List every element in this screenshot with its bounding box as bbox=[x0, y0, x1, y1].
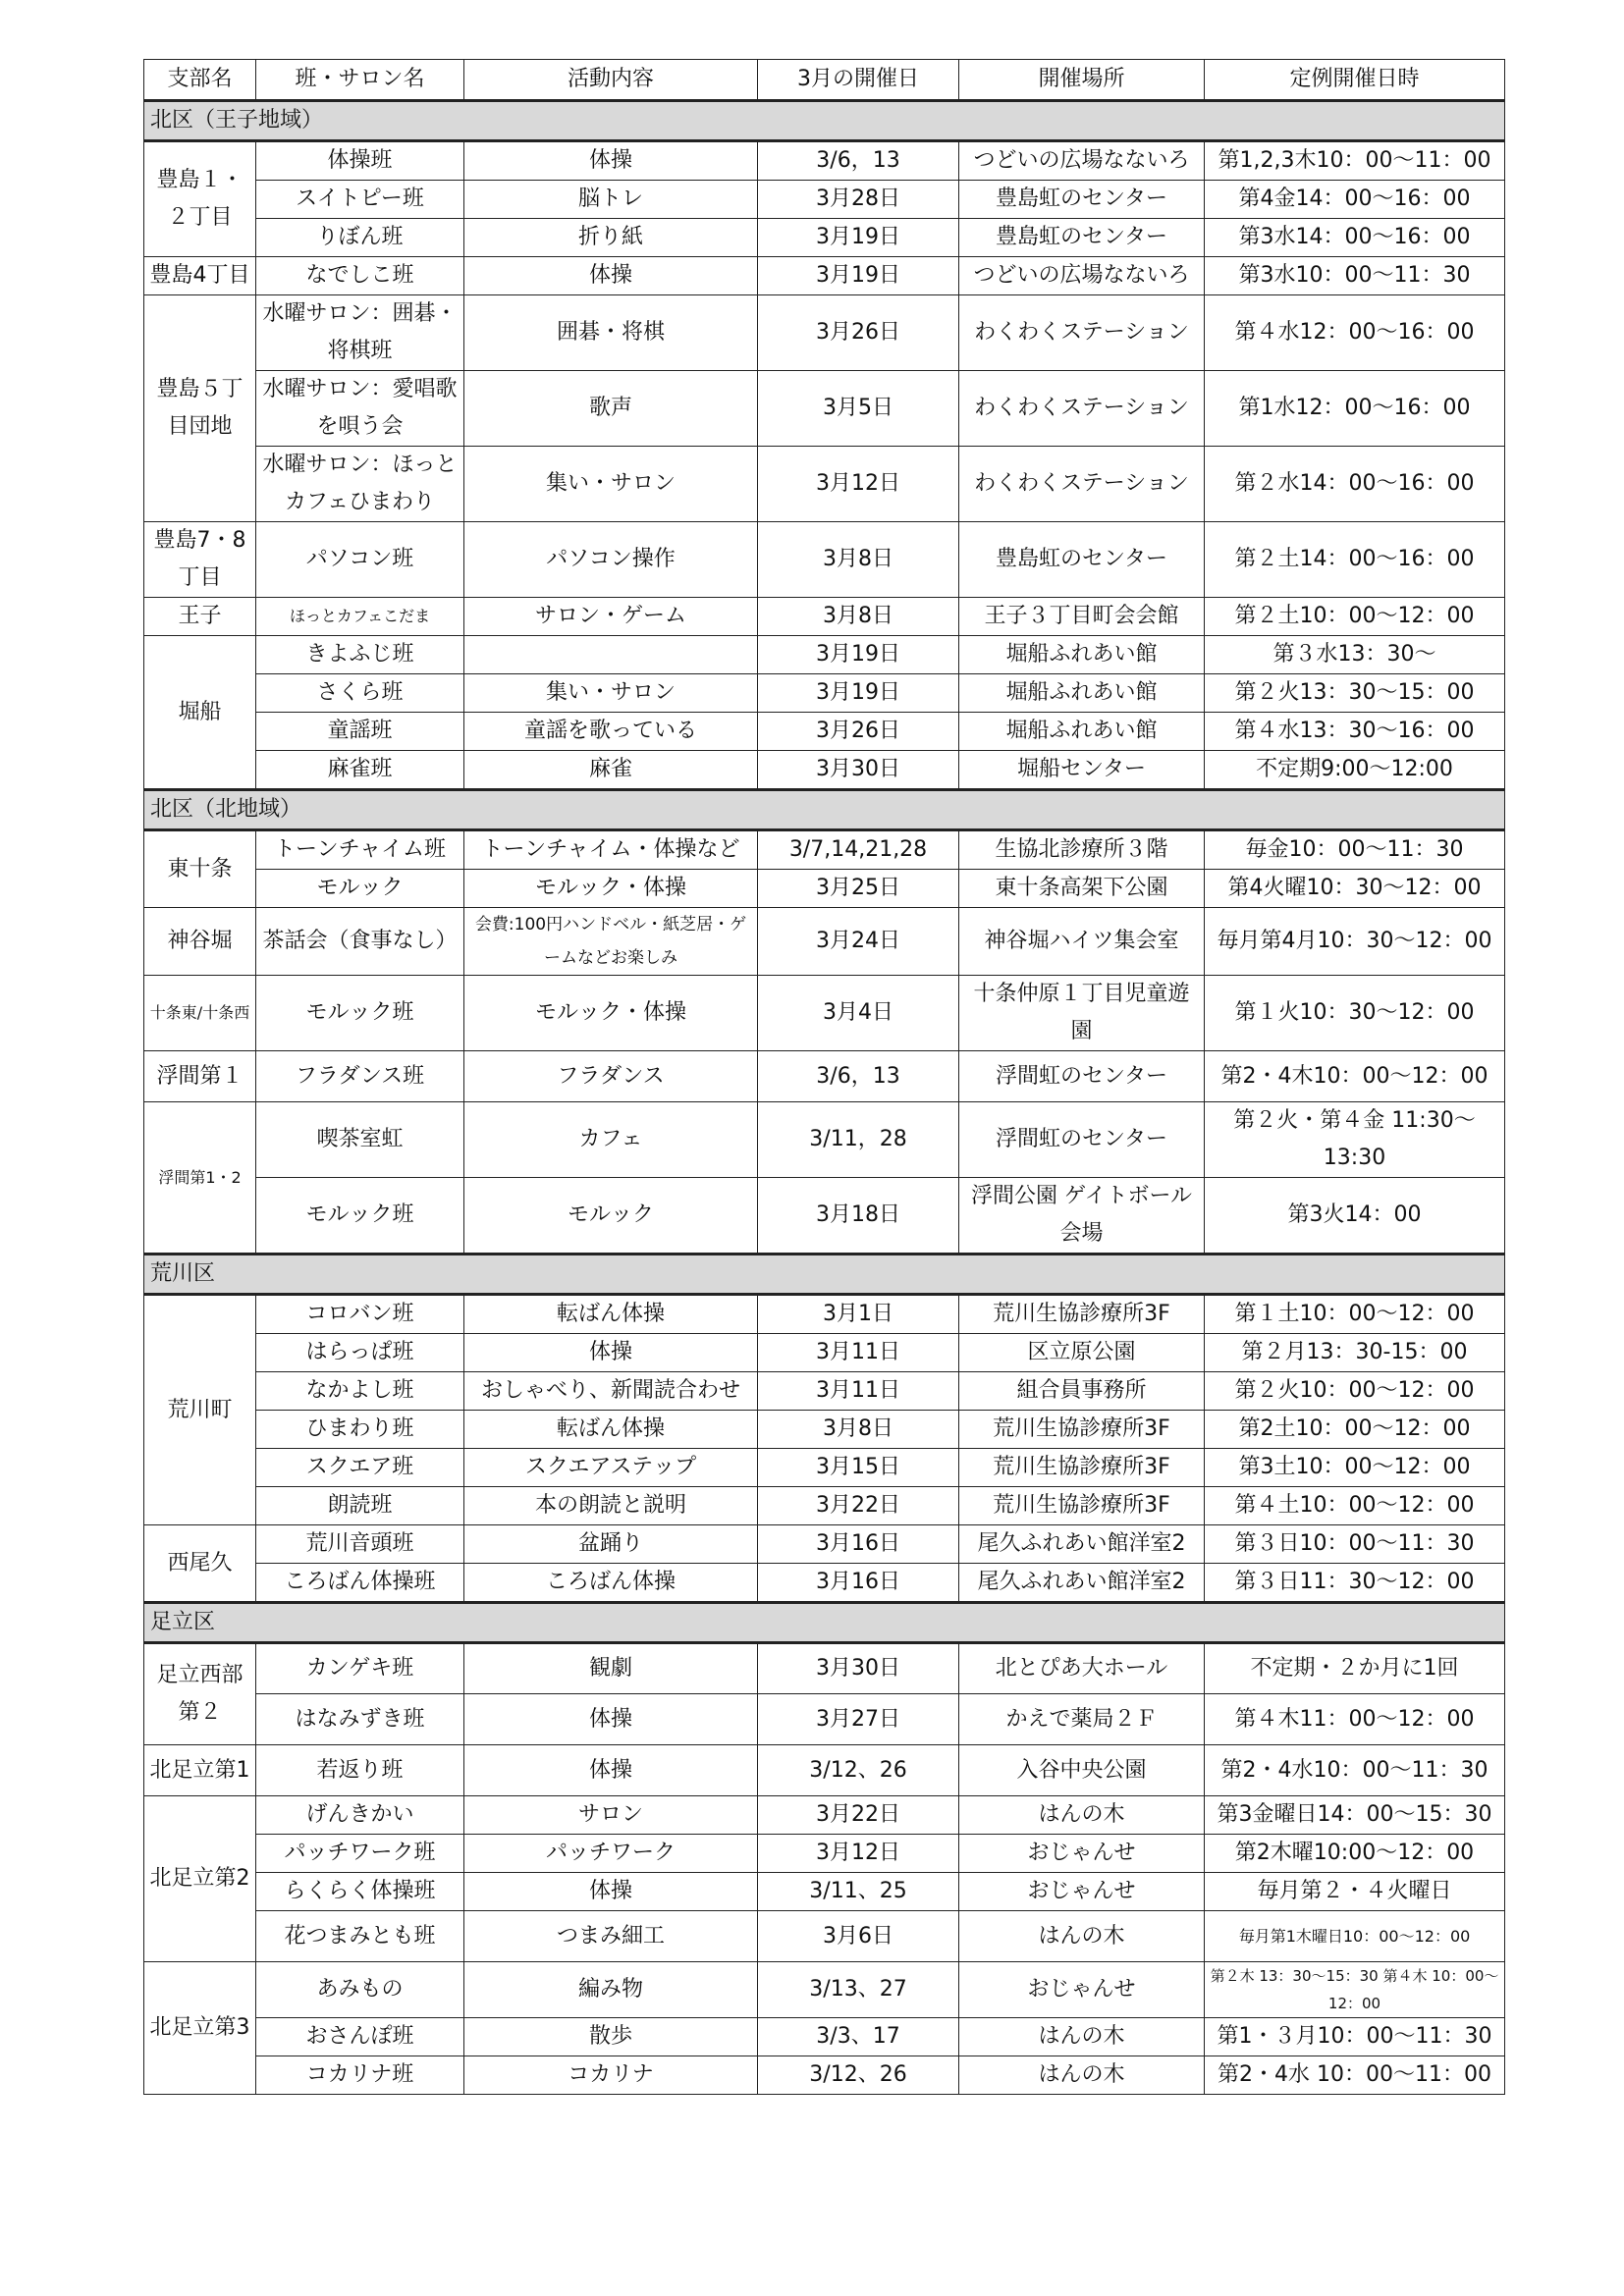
table-row bbox=[144, 870, 1505, 908]
regular-cell: 第2土10：00〜12：00 bbox=[1205, 1411, 1505, 1449]
header-date: 3月の開催日 bbox=[758, 60, 959, 101]
regular-cell: 第４土10：00〜12：00 bbox=[1205, 1487, 1505, 1525]
branch-cell: 足立西部第２ bbox=[144, 1643, 256, 1745]
table-row bbox=[144, 1178, 1505, 1255]
activity-schedule-table bbox=[143, 59, 1505, 2095]
branch-cell: 西尾久 bbox=[144, 1525, 256, 1603]
place-cell: 東十条高架下公園 bbox=[959, 870, 1205, 908]
activity-cell: スクエアステップ bbox=[464, 1449, 758, 1487]
activity-cell: トーンチャイム・体操など bbox=[464, 830, 758, 870]
table-row bbox=[144, 295, 1505, 371]
regular-cell: 第1,2,3木10：00〜11：00 bbox=[1205, 141, 1505, 181]
regular-cell: 第３日10：00〜11：30 bbox=[1205, 1525, 1505, 1564]
header-activity: 活動内容 bbox=[464, 60, 758, 101]
section-header bbox=[144, 1255, 1505, 1295]
date-cell: 3/13、27 bbox=[758, 1962, 959, 2018]
group-cell: さくら班 bbox=[256, 674, 464, 713]
regular-cell: 第２月13：30-15：00 bbox=[1205, 1334, 1505, 1372]
table-row bbox=[144, 751, 1505, 790]
activity-cell: おしゃべり、新聞読合わせ bbox=[464, 1372, 758, 1411]
table-row bbox=[144, 522, 1505, 598]
regular-cell: 第３水13：30〜 bbox=[1205, 636, 1505, 674]
table-row bbox=[144, 1295, 1505, 1334]
activity-cell: 囲碁・将棋 bbox=[464, 295, 758, 371]
date-cell: 3月5日 bbox=[758, 371, 959, 447]
header-regular: 定例開催日時 bbox=[1205, 60, 1505, 101]
table-row bbox=[144, 2056, 1505, 2095]
group-cell: 水曜サロン：ほっとカフェひまわり bbox=[256, 447, 464, 522]
activity-cell: 盆踊り bbox=[464, 1525, 758, 1564]
branch-cell: 浮間第1・2 bbox=[144, 1102, 256, 1255]
group-cell: 水曜サロン：愛唱歌を唄う会 bbox=[256, 371, 464, 447]
regular-cell: 第3水14：00〜16：00 bbox=[1205, 219, 1505, 257]
activity-cell: 散歩 bbox=[464, 2018, 758, 2056]
place-cell: 堀船センター bbox=[959, 751, 1205, 790]
regular-cell: 第3火14：00 bbox=[1205, 1178, 1505, 1255]
activity-cell: モルック・体操 bbox=[464, 870, 758, 908]
activity-cell: 体操 bbox=[464, 1745, 758, 1796]
group-cell: 朗読班 bbox=[256, 1487, 464, 1525]
date-cell: 3月16日 bbox=[758, 1525, 959, 1564]
section-header bbox=[144, 101, 1505, 141]
group-cell: パソコン班 bbox=[256, 522, 464, 598]
activity-cell: 転ばん体操 bbox=[464, 1295, 758, 1334]
regular-cell: 第3土10：00〜12：00 bbox=[1205, 1449, 1505, 1487]
activity-cell: カフェ bbox=[464, 1102, 758, 1178]
date-cell: 3月12日 bbox=[758, 1835, 959, 1873]
place-cell: 浮間虹のセンター bbox=[959, 1051, 1205, 1102]
regular-cell: 第2・4木10：00〜12：00 bbox=[1205, 1051, 1505, 1102]
date-cell: 3/11、25 bbox=[758, 1873, 959, 1911]
regular-cell: 第4火曜10：30〜12：00 bbox=[1205, 870, 1505, 908]
table-row bbox=[144, 976, 1505, 1051]
group-cell: コロバン班 bbox=[256, 1295, 464, 1334]
place-cell: 荒川生協診療所3F bbox=[959, 1295, 1205, 1334]
table-row bbox=[144, 1487, 1505, 1525]
table-row bbox=[144, 1643, 1505, 1694]
regular-cell: 第2・4水10：00〜11：30 bbox=[1205, 1745, 1505, 1796]
group-cell: りぼん班 bbox=[256, 219, 464, 257]
place-cell: 北とぴあ大ホール bbox=[959, 1643, 1205, 1694]
table-row bbox=[144, 908, 1505, 976]
date-cell: 3/6，13 bbox=[758, 1051, 959, 1102]
header-branch: 支部名 bbox=[144, 60, 256, 101]
regular-cell: 第１土10：00〜12：00 bbox=[1205, 1295, 1505, 1334]
regular-cell: 第4金14：00〜16：00 bbox=[1205, 181, 1505, 219]
regular-cell: 第1・３月10：00〜11：30 bbox=[1205, 2018, 1505, 2056]
regular-cell: 第2・4水 10：00〜11：00 bbox=[1205, 2056, 1505, 2095]
group-cell: スイトピー班 bbox=[256, 181, 464, 219]
place-cell: 浮間虹のセンター bbox=[959, 1102, 1205, 1178]
place-cell: 堀船ふれあい館 bbox=[959, 713, 1205, 751]
activity-cell: 会費:100円ハンドベル・紙芝居・ゲームなどお楽しみ bbox=[464, 908, 758, 976]
table-row bbox=[144, 1564, 1505, 1603]
table-row bbox=[144, 141, 1505, 181]
group-cell: 花つまみとも班 bbox=[256, 1911, 464, 1962]
table-row bbox=[144, 1694, 1505, 1745]
table-row bbox=[144, 830, 1505, 870]
table-row bbox=[144, 1796, 1505, 1835]
regular-cell: 第2木曜10:00〜12：00 bbox=[1205, 1835, 1505, 1873]
activity-cell: 体操 bbox=[464, 1694, 758, 1745]
date-cell: 3月26日 bbox=[758, 713, 959, 751]
activity-cell: 折り紙 bbox=[464, 219, 758, 257]
place-cell: 豊島虹のセンター bbox=[959, 219, 1205, 257]
date-cell: 3月4日 bbox=[758, 976, 959, 1051]
date-cell: 3月24日 bbox=[758, 908, 959, 976]
group-cell: ほっとカフェこだま bbox=[256, 598, 464, 636]
section-header bbox=[144, 790, 1505, 830]
regular-cell: 第４木11：00〜12：00 bbox=[1205, 1694, 1505, 1745]
regular-cell: 毎月第1木曜日10：00〜12：00 bbox=[1205, 1911, 1505, 1962]
activity-cell: 本の朗読と説明 bbox=[464, 1487, 758, 1525]
activity-cell: サロン・ゲーム bbox=[464, 598, 758, 636]
date-cell: 3月15日 bbox=[758, 1449, 959, 1487]
date-cell: 3月30日 bbox=[758, 1643, 959, 1694]
activity-cell: パソコン操作 bbox=[464, 522, 758, 598]
regular-cell: 第3水10：00〜11：30 bbox=[1205, 257, 1505, 295]
section-header bbox=[144, 1603, 1505, 1643]
group-cell: 喫茶室虹 bbox=[256, 1102, 464, 1178]
regular-cell: 第２水14：00〜16：00 bbox=[1205, 447, 1505, 522]
date-cell: 3月8日 bbox=[758, 522, 959, 598]
regular-cell: 第２木 13：30〜15：30 第４木 10：00〜12：00 bbox=[1205, 1962, 1505, 2018]
activity-cell: 脳トレ bbox=[464, 181, 758, 219]
branch-cell: 北足立第2 bbox=[144, 1796, 256, 1962]
regular-cell: 不定期・２か月に1回 bbox=[1205, 1643, 1505, 1694]
branch-cell: 豊島５丁目団地 bbox=[144, 295, 256, 522]
table-row bbox=[144, 1411, 1505, 1449]
date-cell: 3月12日 bbox=[758, 447, 959, 522]
place-cell: 荒川生協診療所3F bbox=[959, 1487, 1205, 1525]
place-cell: 生協北診療所３階 bbox=[959, 830, 1205, 870]
place-cell: 十条仲原１丁目児童遊園 bbox=[959, 976, 1205, 1051]
table-row bbox=[144, 371, 1505, 447]
section-title: 荒川区 bbox=[144, 1255, 1505, 1295]
place-cell: 組合員事務所 bbox=[959, 1372, 1205, 1411]
place-cell: つどいの広場なないろ bbox=[959, 141, 1205, 181]
activity-cell: フラダンス bbox=[464, 1051, 758, 1102]
activity-cell: 体操 bbox=[464, 1873, 758, 1911]
activity-cell: サロン bbox=[464, 1796, 758, 1835]
group-cell: なでしこ班 bbox=[256, 257, 464, 295]
activity-cell: 転ばん体操 bbox=[464, 1411, 758, 1449]
regular-cell: 第２土14：00〜16：00 bbox=[1205, 522, 1505, 598]
branch-cell: 神谷堀 bbox=[144, 908, 256, 976]
activity-cell: 集い・サロン bbox=[464, 674, 758, 713]
regular-cell: 毎金10：00〜11：30 bbox=[1205, 830, 1505, 870]
regular-cell: 第４水12：00〜16：00 bbox=[1205, 295, 1505, 371]
place-cell: はんの木 bbox=[959, 1796, 1205, 1835]
place-cell: はんの木 bbox=[959, 1911, 1205, 1962]
group-cell: 荒川音頭班 bbox=[256, 1525, 464, 1564]
branch-cell: 北足立第1 bbox=[144, 1745, 256, 1796]
group-cell: コカリナ班 bbox=[256, 2056, 464, 2095]
date-cell: 3月30日 bbox=[758, 751, 959, 790]
activity-cell: つまみ細工 bbox=[464, 1911, 758, 1962]
branch-cell: 荒川町 bbox=[144, 1295, 256, 1525]
activity-cell: 集い・サロン bbox=[464, 447, 758, 522]
date-cell: 3月8日 bbox=[758, 1411, 959, 1449]
group-cell: 水曜サロン：囲碁・将棋班 bbox=[256, 295, 464, 371]
regular-cell: 第２火・第４金 11:30〜13:30 bbox=[1205, 1102, 1505, 1178]
table-row bbox=[144, 219, 1505, 257]
header-group: 班・サロン名 bbox=[256, 60, 464, 101]
date-cell: 3月8日 bbox=[758, 598, 959, 636]
table-row bbox=[144, 1835, 1505, 1873]
table-row bbox=[144, 674, 1505, 713]
date-cell: 3月11日 bbox=[758, 1334, 959, 1372]
table-row bbox=[144, 181, 1505, 219]
place-cell: おじゃんせ bbox=[959, 1962, 1205, 2018]
date-cell: 3/7,14,21,28 bbox=[758, 830, 959, 870]
table-row bbox=[144, 1525, 1505, 1564]
branch-cell: 王子 bbox=[144, 598, 256, 636]
regular-cell: 第１火10：30〜12：00 bbox=[1205, 976, 1505, 1051]
group-cell: モルック班 bbox=[256, 1178, 464, 1255]
group-cell: ひまわり班 bbox=[256, 1411, 464, 1449]
place-cell: はんの木 bbox=[959, 2056, 1205, 2095]
branch-cell: 豊島１・２丁目 bbox=[144, 141, 256, 257]
table-row bbox=[144, 1745, 1505, 1796]
regular-cell: 第４水13：30〜16：00 bbox=[1205, 713, 1505, 751]
activity-cell: 観劇 bbox=[464, 1643, 758, 1694]
group-cell: 若返り班 bbox=[256, 1745, 464, 1796]
activity-cell: 体操 bbox=[464, 1334, 758, 1372]
date-cell: 3月22日 bbox=[758, 1796, 959, 1835]
table-row bbox=[144, 713, 1505, 751]
activity-cell: 麻雀 bbox=[464, 751, 758, 790]
group-cell: らくらく体操班 bbox=[256, 1873, 464, 1911]
branch-cell: 豊島4丁目 bbox=[144, 257, 256, 295]
table-row bbox=[144, 1334, 1505, 1372]
date-cell: 3月26日 bbox=[758, 295, 959, 371]
section-title: 足立区 bbox=[144, 1603, 1505, 1643]
group-cell: はらっぱ班 bbox=[256, 1334, 464, 1372]
date-cell: 3月1日 bbox=[758, 1295, 959, 1334]
group-cell: トーンチャイム班 bbox=[256, 830, 464, 870]
regular-cell: 第２土10：00〜12：00 bbox=[1205, 598, 1505, 636]
group-cell: スクエア班 bbox=[256, 1449, 464, 1487]
place-cell: おじゃんせ bbox=[959, 1873, 1205, 1911]
group-cell: フラダンス班 bbox=[256, 1051, 464, 1102]
regular-cell: 毎月第4月10：30〜12：00 bbox=[1205, 908, 1505, 976]
table-row bbox=[144, 447, 1505, 522]
section-title: 北区（北地域） bbox=[144, 790, 1505, 830]
regular-cell: 第3金曜日14：00〜15：30 bbox=[1205, 1796, 1505, 1835]
date-cell: 3月19日 bbox=[758, 257, 959, 295]
table-row bbox=[144, 257, 1505, 295]
group-cell: なかよし班 bbox=[256, 1372, 464, 1411]
place-cell: 浮間公園 ゲイトボール会場 bbox=[959, 1178, 1205, 1255]
activity-cell: 体操 bbox=[464, 141, 758, 181]
place-cell: 荒川生協診療所3F bbox=[959, 1449, 1205, 1487]
place-cell: かえで薬局２Ｆ bbox=[959, 1694, 1205, 1745]
place-cell: つどいの広場なないろ bbox=[959, 257, 1205, 295]
date-cell: 3/3、17 bbox=[758, 2018, 959, 2056]
place-cell: 荒川生協診療所3F bbox=[959, 1411, 1205, 1449]
group-cell: 麻雀班 bbox=[256, 751, 464, 790]
date-cell: 3/12、26 bbox=[758, 1745, 959, 1796]
regular-cell: 不定期9:00〜12:00 bbox=[1205, 751, 1505, 790]
activity-cell: 童謡を歌っている bbox=[464, 713, 758, 751]
table-row bbox=[144, 1911, 1505, 1962]
group-cell: カンゲキ班 bbox=[256, 1643, 464, 1694]
branch-cell: 北足立第3 bbox=[144, 1962, 256, 2095]
header-place: 開催場所 bbox=[959, 60, 1205, 101]
date-cell: 3月22日 bbox=[758, 1487, 959, 1525]
group-cell: きよふじ班 bbox=[256, 636, 464, 674]
activity-cell: モルック・体操 bbox=[464, 976, 758, 1051]
table-row bbox=[144, 1051, 1505, 1102]
branch-cell: 豊島7・8丁目 bbox=[144, 522, 256, 598]
place-cell: 堀船ふれあい館 bbox=[959, 674, 1205, 713]
branch-cell: 東十条 bbox=[144, 830, 256, 908]
table-row bbox=[144, 1873, 1505, 1911]
group-cell: 体操班 bbox=[256, 141, 464, 181]
branch-cell: 浮間第１ bbox=[144, 1051, 256, 1102]
activity-cell: ころばん体操 bbox=[464, 1564, 758, 1603]
date-cell: 3月27日 bbox=[758, 1694, 959, 1745]
regular-cell: 第２火10：00〜12：00 bbox=[1205, 1372, 1505, 1411]
group-cell: ころばん体操班 bbox=[256, 1564, 464, 1603]
table-row bbox=[144, 2018, 1505, 2056]
regular-cell: 第1水12：00〜16：00 bbox=[1205, 371, 1505, 447]
table-row bbox=[144, 636, 1505, 674]
table-row bbox=[144, 1372, 1505, 1411]
group-cell: モルック班 bbox=[256, 976, 464, 1051]
place-cell: わくわくステーション bbox=[959, 295, 1205, 371]
group-cell: あみもの bbox=[256, 1962, 464, 2018]
table-row bbox=[144, 1449, 1505, 1487]
activity-cell: モルック bbox=[464, 1178, 758, 1255]
group-cell: 童謡班 bbox=[256, 713, 464, 751]
place-cell: わくわくステーション bbox=[959, 371, 1205, 447]
place-cell: わくわくステーション bbox=[959, 447, 1205, 522]
date-cell: 3/12、26 bbox=[758, 2056, 959, 2095]
branch-cell: 十条東/十条西 bbox=[144, 976, 256, 1051]
place-cell: 豊島虹のセンター bbox=[959, 522, 1205, 598]
group-cell: げんきかい bbox=[256, 1796, 464, 1835]
group-cell: パッチワーク班 bbox=[256, 1835, 464, 1873]
section-title: 北区（王子地域） bbox=[144, 101, 1505, 141]
table-header bbox=[144, 60, 1505, 101]
date-cell: 3月19日 bbox=[758, 636, 959, 674]
place-cell: 入谷中央公園 bbox=[959, 1745, 1205, 1796]
group-cell: モルック bbox=[256, 870, 464, 908]
place-cell: 神谷堀ハイツ集会室 bbox=[959, 908, 1205, 976]
date-cell: 3月19日 bbox=[758, 219, 959, 257]
date-cell: 3月19日 bbox=[758, 674, 959, 713]
place-cell: 区立原公園 bbox=[959, 1334, 1205, 1372]
branch-cell: 堀船 bbox=[144, 636, 256, 790]
place-cell: 豊島虹のセンター bbox=[959, 181, 1205, 219]
date-cell: 3月16日 bbox=[758, 1564, 959, 1603]
table-row bbox=[144, 598, 1505, 636]
place-cell: はんの木 bbox=[959, 2018, 1205, 2056]
place-cell: 堀船ふれあい館 bbox=[959, 636, 1205, 674]
date-cell: 3月11日 bbox=[758, 1372, 959, 1411]
date-cell: 3/6，13 bbox=[758, 141, 959, 181]
activity-cell: パッチワーク bbox=[464, 1835, 758, 1873]
group-cell: おさんぽ班 bbox=[256, 2018, 464, 2056]
date-cell: 3月6日 bbox=[758, 1911, 959, 1962]
regular-cell: 毎月第２・４火曜日 bbox=[1205, 1873, 1505, 1911]
activity-cell bbox=[464, 636, 758, 674]
place-cell: おじゃんせ bbox=[959, 1835, 1205, 1873]
activity-cell: コカリナ bbox=[464, 2056, 758, 2095]
regular-cell: 第３日11：30〜12：00 bbox=[1205, 1564, 1505, 1603]
place-cell: 尾久ふれあい館洋室2 bbox=[959, 1525, 1205, 1564]
activity-cell: 歌声 bbox=[464, 371, 758, 447]
table-row bbox=[144, 1102, 1505, 1178]
date-cell: 3月25日 bbox=[758, 870, 959, 908]
date-cell: 3月18日 bbox=[758, 1178, 959, 1255]
activity-cell: 体操 bbox=[464, 257, 758, 295]
activity-cell: 編み物 bbox=[464, 1962, 758, 2018]
regular-cell: 第２火13：30〜15：00 bbox=[1205, 674, 1505, 713]
group-cell: 茶話会（食事なし） bbox=[256, 908, 464, 976]
group-cell: はなみずき班 bbox=[256, 1694, 464, 1745]
place-cell: 王子３丁目町会会館 bbox=[959, 598, 1205, 636]
place-cell: 尾久ふれあい館洋室2 bbox=[959, 1564, 1205, 1603]
date-cell: 3月28日 bbox=[758, 181, 959, 219]
table-row bbox=[144, 1962, 1505, 2018]
date-cell: 3/11，28 bbox=[758, 1102, 959, 1178]
